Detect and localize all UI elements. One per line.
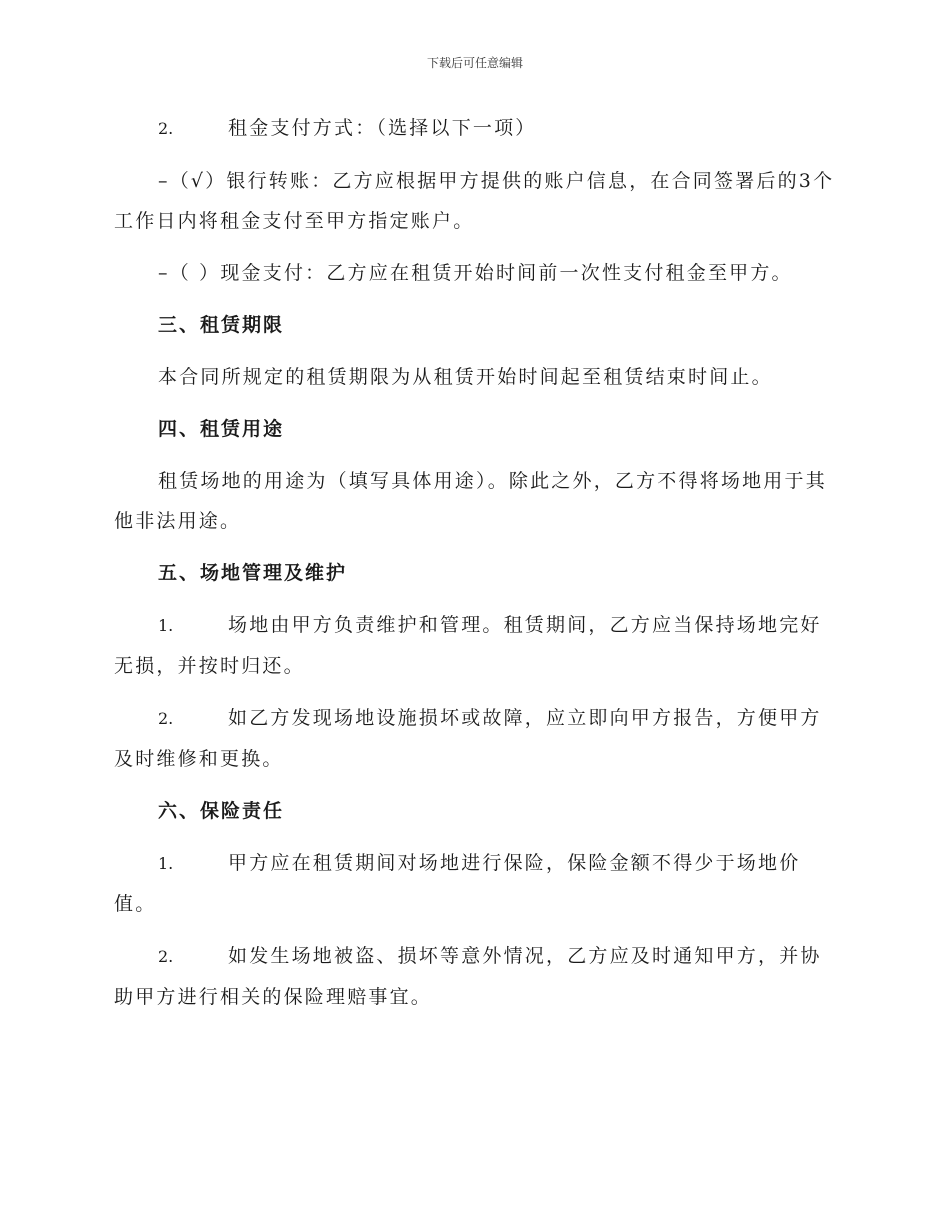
page-header: 下载后可任意编辑 (426, 56, 523, 70)
payment-method-item (114, 108, 836, 149)
item-text: 场地由甲方负责维护和管理。租赁期间，乙方应当保持场地完好无损，并按时归还。 (114, 614, 822, 677)
section-heading-maintenance: 五、场地管理及维护 (158, 562, 348, 584)
item-number: 2. (158, 947, 174, 966)
item-text: 甲方应在租赁期间对场地进行保险，保险金额不得少于场地价值。 (114, 852, 801, 915)
maintenance-item-1 (114, 605, 836, 686)
lease-use-text: 租赁场地的用途为（填写具体用途）。除此之外，乙方不得将场地用于其他非法用途。 (114, 470, 827, 532)
item-text: 租金支付方式：（选择以下一项） (228, 117, 537, 139)
insurance-item-2 (114, 936, 836, 1017)
maintenance-item-2 (114, 698, 836, 779)
item-number: 1. (158, 854, 174, 873)
item-number: 2. (158, 709, 174, 728)
section-heading-insurance: 六、保险责任 (158, 800, 285, 822)
section-heading-lease-term: 三、租赁期限 (158, 314, 285, 336)
item-number: 2. (158, 119, 174, 138)
item-text: 如发生场地被盗、损坏等意外情况，乙方应及时通知甲方，并协助甲方进行相关的保险理赔事宜。 (114, 945, 822, 1008)
item-text: 如乙方发现场地设施损坏或故障，应立即向甲方报告，方便甲方及时维修和更换。 (114, 707, 822, 770)
insurance-item-1 (114, 843, 836, 924)
document-body (114, 108, 836, 1029)
bank-transfer-option: –（√）银行转账：乙方应根据甲方提供的账户信息，在合同签署后的3个工作日内将租金支付至甲方指定账户。 (114, 170, 835, 232)
cash-payment-option: –（ ）现金支付：乙方应在租赁开始时间前一次性支付租金至甲方。 (158, 262, 793, 284)
section-heading-lease-use: 四、租赁用途 (158, 418, 285, 440)
item-number: 1. (158, 616, 174, 635)
lease-term-text: 本合同所规定的租赁期限为从租赁开始时间起至租赁结束时间止。 (158, 366, 773, 388)
